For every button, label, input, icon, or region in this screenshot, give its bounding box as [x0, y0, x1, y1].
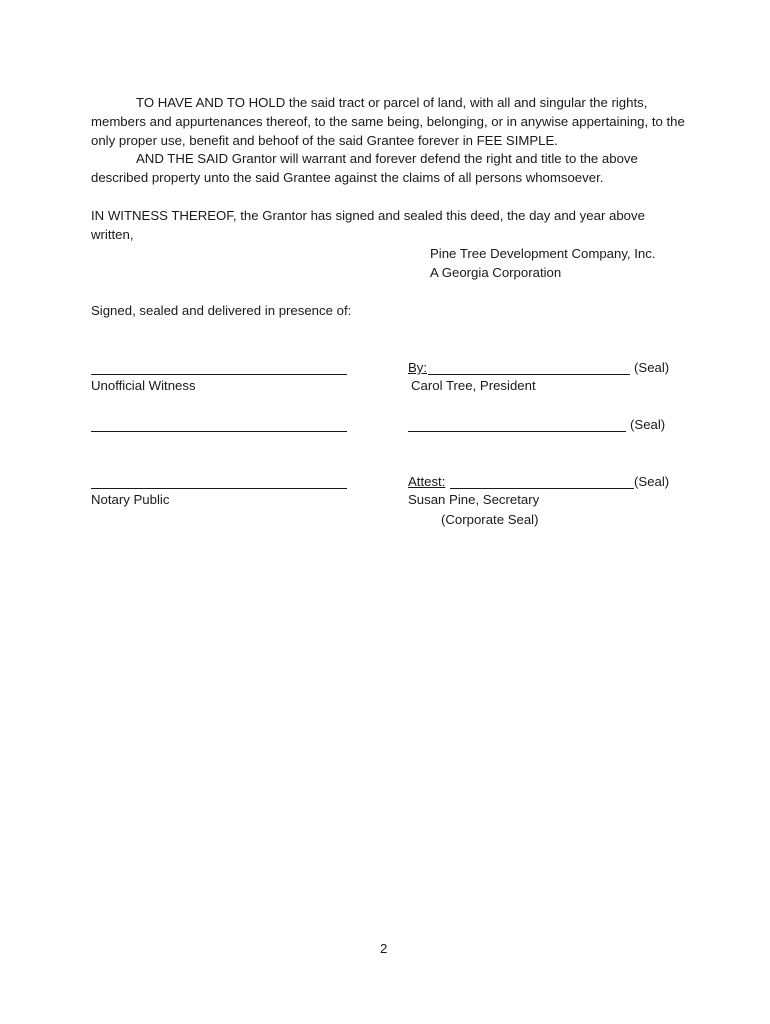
grantor-corporation-type: A Georgia Corporation	[430, 265, 562, 280]
notary-signature-line	[91, 488, 347, 489]
witness-clause: IN WITNESS THEREOF, the Grantor has signed and sealed this deed, the day and year above written,	[91, 208, 645, 242]
second-witness-signature-line	[91, 431, 347, 432]
habendum-paragraph: TO HAVE AND TO HOLD the said tract or parcel of land, with all and singular the rights, members and appurtenances thereof, to the same being, belonging, or in anywise appertaining, to the only proper use, benefit and behoof of the said Grantee forever in FEE SIMPLE.	[91, 95, 685, 148]
grantor-company-name: Pine Tree Development Company, Inc.	[430, 246, 656, 261]
president-signature-line	[428, 374, 630, 375]
by-label: By:	[408, 360, 428, 375]
corporate-seal-label: (Corporate Seal)	[441, 512, 539, 527]
president-name: Carol Tree, President	[411, 378, 536, 393]
attest-label: Attest:	[408, 474, 446, 489]
blank-signature-line	[408, 431, 626, 432]
witness-label: Unofficial Witness	[91, 378, 196, 393]
secretary-seal-label: (Seal)	[634, 474, 670, 489]
president-seal-label: (Seal)	[634, 360, 670, 375]
witness-signature-line	[91, 374, 347, 375]
notary-label: Notary Public	[91, 492, 170, 507]
blank-seal-label: (Seal)	[630, 417, 666, 432]
secretary-name: Susan Pine, Secretary	[408, 492, 540, 507]
page-number: 2	[380, 941, 388, 956]
secretary-signature-line	[450, 488, 634, 489]
warranty-paragraph: AND THE SAID Grantor will warrant and forever defend the right and title to the above described property unto the said Grantee against the claims of all persons whomsoever.	[91, 151, 638, 185]
presence-statement: Signed, sealed and delivered in presence of:	[91, 303, 352, 318]
